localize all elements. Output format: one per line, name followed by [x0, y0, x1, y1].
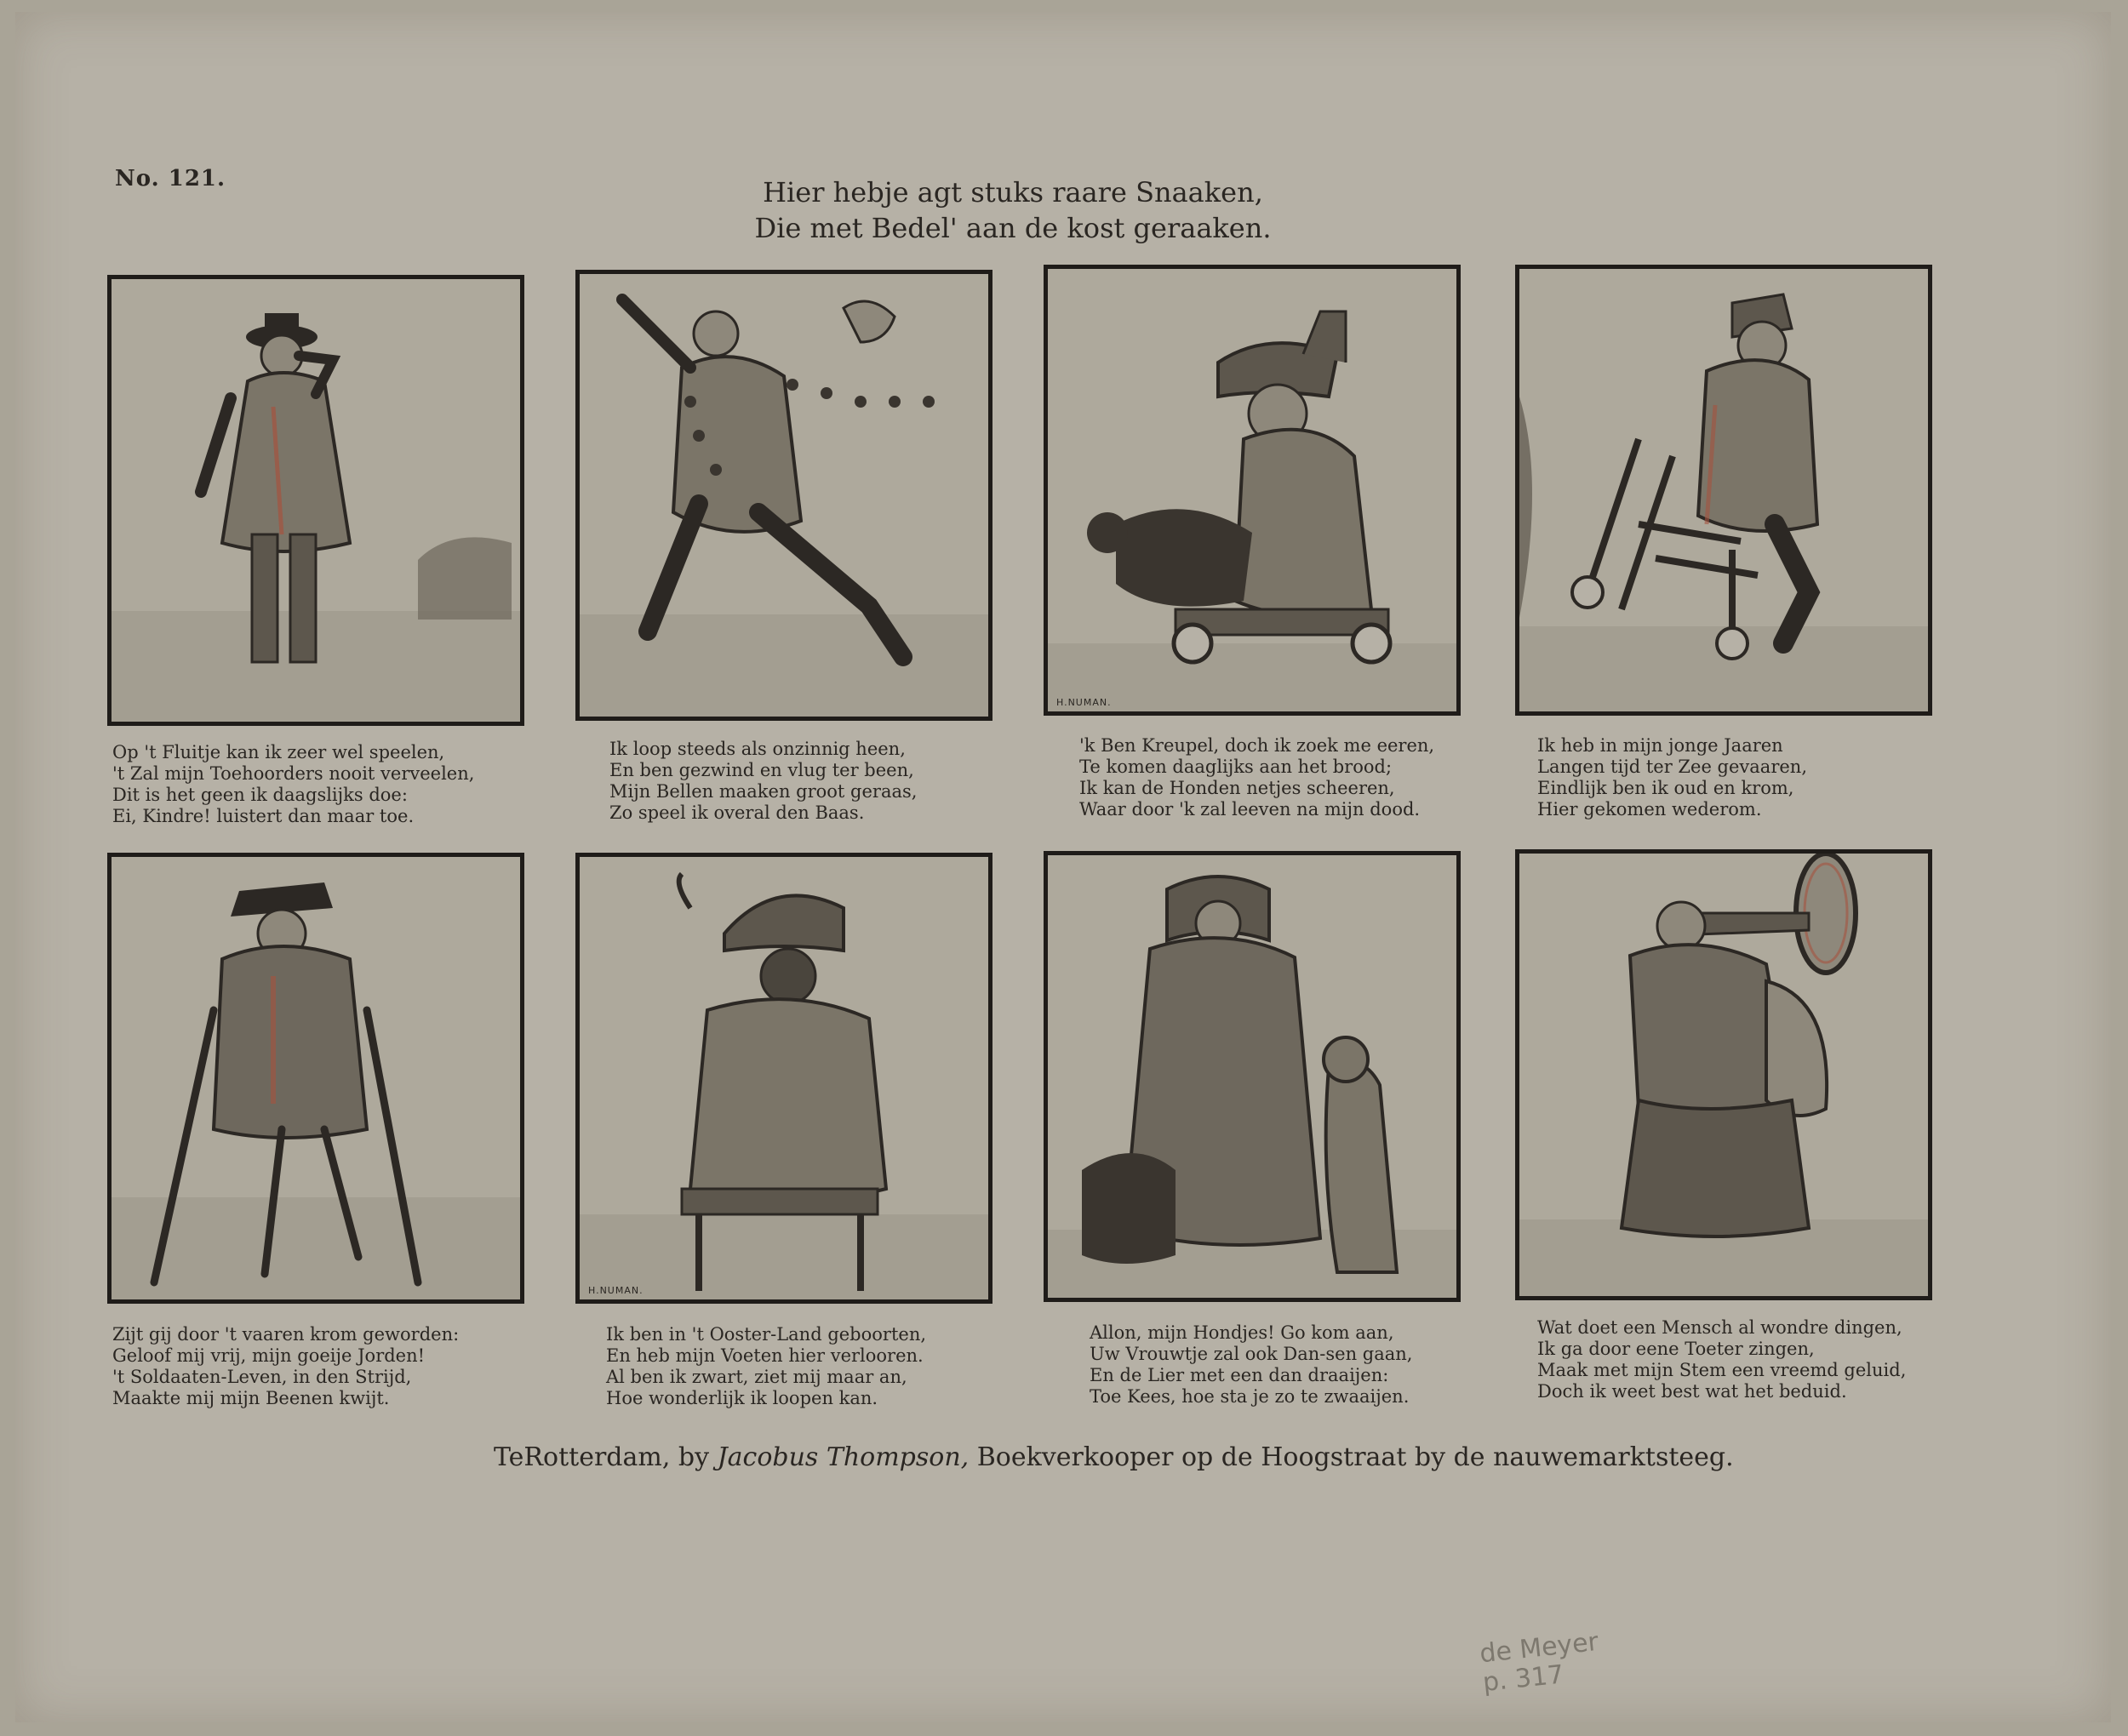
verse-7	[1090, 1322, 1515, 1408]
verse-line: Zijt gij door 't vaaren krom geworden:	[112, 1324, 460, 1345]
verse-line: Allon, mijn Hondjes! Go kom aan,	[1090, 1322, 1394, 1343]
sheet-title	[664, 174, 1362, 246]
woodcut-panel-5	[107, 853, 524, 1304]
seated-legless-man-icon	[580, 857, 988, 1299]
verse-line: Ik heb in mijn jonge Jaaren	[1537, 735, 1783, 756]
title-line-1: Hier hebje agt stuks raare Snaaken,	[763, 176, 1263, 208]
verse-line: Mijn Bellen maaken groot geraas,	[609, 781, 918, 802]
note-line-2: p. 317	[1481, 1659, 1565, 1699]
verse-line: 't Soldaaten-Leven, in den Strijd,	[112, 1367, 412, 1387]
title-line-2: Die met Bedel' aan de kost geraaken.	[754, 212, 1272, 244]
engraver-signature: H.NUMAN.	[1056, 697, 1112, 708]
verse-line: En ben gezwind en vlug ter been,	[609, 760, 914, 780]
verse-line: Ik ga door eene Toeter zingen,	[1537, 1339, 1815, 1359]
imprint-prefix: TeRotterdam, by	[494, 1442, 710, 1472]
verse-line: Toe Kees, hoe sta je zo te zwaaijen.	[1090, 1386, 1410, 1407]
verse-line: Hoe wonderlijk ik loopen kan.	[606, 1388, 878, 1408]
verse-line: Ik ben in 't Ooster-Land geboorten,	[606, 1324, 927, 1345]
verse-line: Uw Vrouwtje zal ook Dan-sen gaan,	[1090, 1344, 1413, 1364]
verse-line: En de Lier met een dan draaijen:	[1090, 1365, 1389, 1385]
verse-1	[112, 742, 538, 827]
woodcut-panel-7	[1044, 851, 1461, 1302]
imprint-printer: Jacobus Thompson,	[717, 1442, 970, 1472]
verse-line: En heb mijn Voeten hier verlooren.	[606, 1345, 924, 1366]
verse-line: Ei, Kindre! luistert dan maar toe.	[112, 806, 415, 826]
sheet-number: No. 121.	[115, 166, 226, 191]
verse-line: Geloof mij vrij, mijn goeije Jorden!	[112, 1345, 426, 1366]
imprint-suffix: Boekverkooper op de Hoogstraat by de nauwemarktsteeg.	[976, 1442, 1734, 1472]
woodcut-panel-1	[107, 275, 524, 726]
verse-2	[609, 739, 1035, 824]
verse-3	[1079, 735, 1505, 820]
verse-4	[1537, 735, 1963, 820]
woodcut-panel-3	[1044, 265, 1461, 716]
verse-line: Ik kan de Honden netjes scheeren,	[1079, 778, 1395, 798]
verse-line: Ik loop steeds als onzinnig heen,	[609, 739, 906, 759]
verse-line: Dit is het geen ik daagslijks doe:	[112, 785, 408, 805]
verse-line: Langen tijd ter Zee gevaaren,	[1537, 757, 1807, 777]
flute-player-icon	[112, 279, 520, 722]
note-line-1: de Meyer	[1478, 1626, 1600, 1670]
verse-line: Hier gekomen wederom.	[1537, 799, 1762, 819]
verse-line: 't Zal mijn Toehoorders nooit verveelen,	[112, 763, 475, 784]
verse-line: Doch ik weet best wat het beduid.	[1537, 1381, 1847, 1402]
verse-line: Maakte mij mijn Beenen kwijt.	[112, 1388, 390, 1408]
soldier-on-crutches-icon	[112, 857, 520, 1299]
verse-line: Waar door 'k zal leeven na mijn dood.	[1079, 799, 1421, 819]
handwritten-note	[1479, 1628, 1603, 1698]
verse-line: 'k Ben Kreupel, doch ik zoek me eeren,	[1079, 735, 1435, 756]
verse-5	[112, 1324, 538, 1409]
verse-line: Al ben ik zwart, ziet mij maar an,	[606, 1367, 907, 1387]
woman-with-horn-icon	[1519, 854, 1928, 1296]
verse-line: Maak met mijn Stem een vreemd geluid,	[1537, 1360, 1907, 1380]
woman-with-dancing-dogs-icon	[1048, 855, 1456, 1298]
engraver-signature: H.NUMAN.	[588, 1285, 644, 1296]
verse-line: Te komen daaglijks aan het brood;	[1079, 757, 1393, 777]
woodcut-panel-6	[575, 853, 992, 1304]
printer-imprint	[494, 1442, 1734, 1472]
verse-line: Op 't Fluitje kan ik zeer wel speelen,	[112, 742, 445, 762]
verse-line: Wat doet een Mensch al wondre dingen,	[1537, 1317, 1902, 1338]
woodcut-panel-2	[575, 270, 992, 721]
cripple-with-dog-cart-icon	[1048, 269, 1456, 711]
sailor-on-stool-icon	[1519, 269, 1928, 711]
bell-runner-icon	[580, 274, 988, 717]
woodcut-panel-4	[1515, 265, 1932, 716]
verse-6	[606, 1324, 1032, 1409]
verse-8	[1537, 1317, 1963, 1402]
verse-line: Zo speel ik overal den Baas.	[609, 802, 865, 823]
verse-line: Eindlijk ben ik oud en krom,	[1537, 778, 1794, 798]
woodcut-panel-8	[1515, 849, 1932, 1300]
